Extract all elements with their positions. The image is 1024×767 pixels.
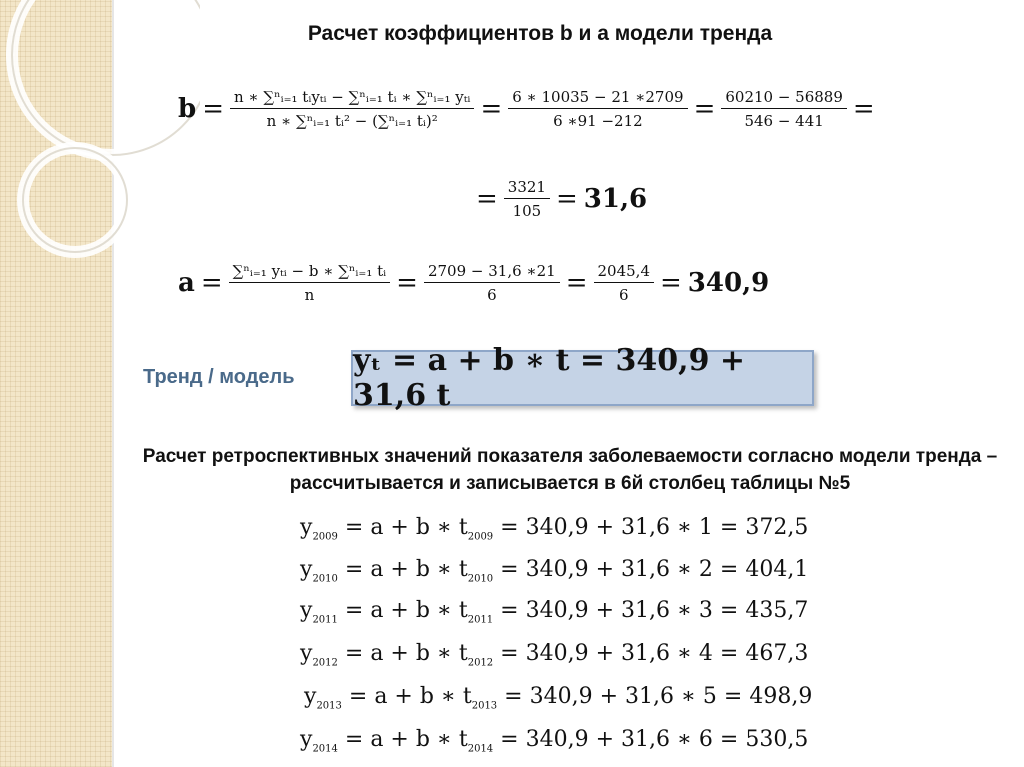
row-calc: = 340,9 + 31,6 ∗ 3 = 435,7 (500, 598, 809, 623)
b-step2-fraction (721, 88, 847, 130)
b-step1-numerator: 6 ∗ 10035 − 21 ∗2709 (508, 88, 687, 109)
b-general-denominator: n ∗ ∑ⁿᵢ₌₁ tᵢ² − (∑ⁿᵢ₌₁ tᵢ)² (266, 112, 438, 130)
a-formula: a = $\frac{\text{∑ⁿᵢ₌₁ yₜᵢ − b ∗ ∑ⁿᵢ₌₁ tᵢ}}{n}$ = $\frac{2709 - 31,6 ∗21}{6}$ = $\frac{2045,4}{6}$ = 340,9 (178, 262, 770, 304)
a-general-fraction (229, 262, 391, 304)
a-step2-fraction (594, 262, 655, 304)
b-step3-numerator: 3321 (504, 178, 550, 199)
retro-row-2010: $y_{2010} = a + b$ ∗ $t_{2010} = 340,9 + 31,6$ ∗ 2 = 404,1 (300, 557, 809, 585)
b-general-fraction (230, 88, 474, 130)
retro-row-2013: $y_{2013} = a + b$ ∗ $t_{2013} = 340,9 + 31,6$ ∗ 5 = 498,9 (304, 684, 813, 712)
row-formula: = a + b ∗ t (344, 598, 468, 623)
row-calc: = 340,9 + 31,6 ∗ 5 = 498,9 (504, 684, 813, 709)
row-calc: = 340,9 + 31,6 ∗ 6 = 530,5 (500, 727, 809, 752)
retro-row-2014: $y_{2014} = a + b$ ∗ $t_{2014} = 340,9 + 31,6$ ∗ 6 = 530,5 (300, 727, 809, 755)
b-step2-denominator: 546 − 441 (744, 112, 824, 130)
b-step2-numerator: 60210 − 56889 (721, 88, 847, 109)
row-calc: = 340,9 + 31,6 ∗ 2 = 404,1 (500, 557, 809, 582)
b-eq: = (202, 94, 224, 124)
b-formula: b = $\frac{\text{n ∗ ∑ⁿᵢ₌₁ tᵢyₜᵢ − ∑ⁿᵢ₌₁ tᵢ ∗ ∑ⁿᵢ₌₁ yₜᵢ}}{\text{n ∗ ∑ⁿᵢ₌₁ tᵢ² − (∑ⁿᵢ₌₁ tᵢ)²}}$ = $\frac{6 ∗ 10035 - 21 ∗2709}{6 ∗91 -212}$ = $\frac{60210 - 56889}{546 - 441}$ = (178, 88, 875, 130)
row-year: 2011 (312, 614, 338, 626)
a-step1-fraction (424, 262, 560, 304)
a-result: 340,9 (687, 268, 770, 298)
row-formula: = a + b ∗ t (344, 557, 468, 582)
b-step3-denominator: 105 (512, 202, 542, 220)
a-step2-denominator: 6 (618, 286, 629, 304)
page-title: Расчет коэффициентов b и а модели тренда (307, 22, 773, 45)
trend-formula: yₜ = a + b ∗ t = 340,9 + 31,6 t (353, 343, 746, 413)
row-calc: = 340,9 + 31,6 ∗ 1 = 372,5 (500, 515, 809, 540)
row-year: 2009 (312, 531, 338, 543)
row-calc: = 340,9 + 31,6 ∗ 4 = 467,3 (500, 641, 809, 666)
row-formula: = a + b ∗ t (344, 641, 468, 666)
row-year: 2013 (316, 700, 342, 712)
row-year: 2012 (312, 657, 338, 669)
a-step1-numerator: 2709 − 31,6 ∗21 (424, 262, 560, 283)
retro-row-2012: $y_{2012} = a + b$ ∗ $t_{2012} = 340,9 + 31,6$ ∗ 4 = 467,3 (300, 641, 809, 669)
retro-row-2009: $y_{2009} = a + b$ ∗ $t_{2009} = 340,9 + 31,6$ ∗ 1 = 372,5 (300, 515, 809, 543)
a-eq: = (200, 268, 223, 298)
b-result-line: = $\frac{3321}{105}$ = 31,6 (476, 178, 648, 220)
a-general-denominator: n (304, 286, 315, 304)
a-step1-denominator: 6 (487, 286, 497, 304)
row-year: 2010 (312, 573, 338, 585)
row-formula: = a + b ∗ t (344, 515, 468, 540)
retro-row-2011: $y_{2011} = a + b$ ∗ $t_{2011} = 340,9 + 31,6$ ∗ 3 = 435,7 (300, 598, 809, 626)
trend-label: Тренд / модель (143, 366, 295, 388)
b-general-numerator: n ∗ ∑ⁿᵢ₌₁ tᵢyₜᵢ − ∑ⁿᵢ₌₁ tᵢ ∗ ∑ⁿᵢ₌₁ yₜᵢ (230, 88, 474, 109)
row-formula: = a + b ∗ t (344, 727, 468, 752)
trend-formula-box (351, 343, 814, 413)
decorative-rings-icon (0, 0, 200, 260)
b-step1-denominator: 6 ∗91 −212 (553, 112, 643, 130)
row-year: 2014 (312, 743, 338, 755)
b-result: 31,6 (583, 184, 648, 214)
a-step2-numerator: 2045,4 (594, 262, 655, 283)
row-formula: = a + b ∗ t (348, 684, 472, 709)
b-lhs: b (178, 94, 197, 124)
b-step1-fraction (508, 88, 687, 130)
a-general-numerator: ∑ⁿᵢ₌₁ yₜᵢ − b ∗ ∑ⁿᵢ₌₁ tᵢ (229, 262, 391, 283)
b-step3-fraction (504, 178, 550, 220)
a-lhs: a (178, 268, 195, 298)
retro-heading: Расчет ретроспективных значений показателя заболеваемости согласно модели тренда – рассчитывается и записывается в 6й столбец таблицы №5 (142, 446, 998, 494)
